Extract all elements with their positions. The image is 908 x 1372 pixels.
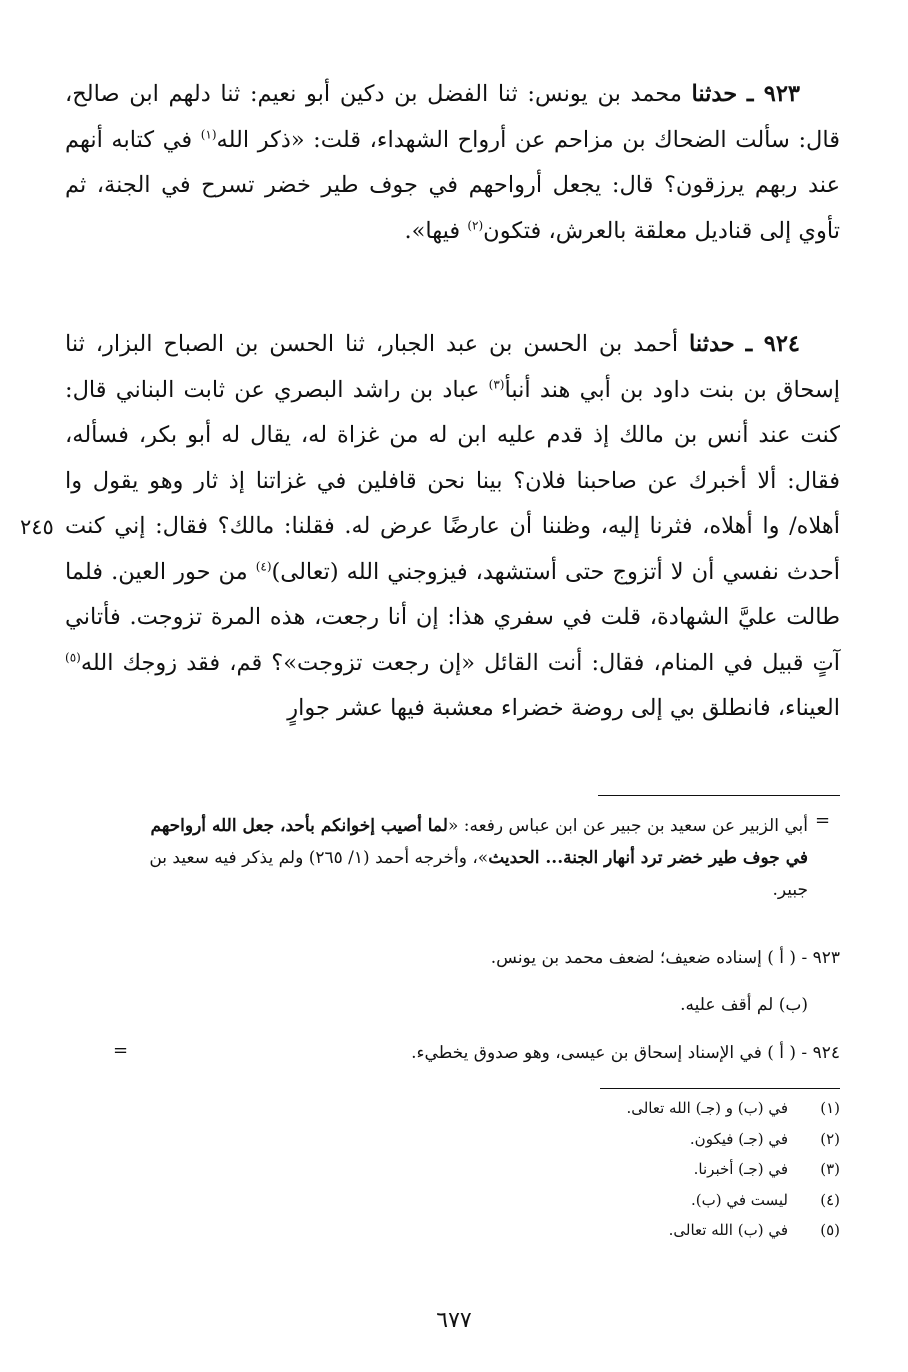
- paragraph-text: محمد بن يونس: ثنا الفضل بن دكين أبو نعيم: ثنا دلهم ابن صالح، قال: سألت الضحاك بن مزاحم عن أرواح الشهداء، قلت: «ذكر الله: [65, 81, 840, 153]
- footnote-ref: (٥): [65, 650, 81, 664]
- paragraph-text: من حور العين. فلما طالت عليَّ الشهادة، قلت في سفري هذا: إن أنا رجعت، هذه المرة تزوجت. فأتاني آتٍ قبيل في المنام، فقال: أنت القائل «إن رجعت تزوجت»؟ قم، فقد زوجك الله: [65, 558, 840, 676]
- footnote-ref: (١): [200, 127, 217, 141]
- footnote-item: [540, 1093, 840, 1124]
- footnote-number: (٣): [820, 1160, 840, 1178]
- footnote-text: في (ب) و (جـ) الله تعالى.: [626, 1099, 788, 1117]
- commentary-text: أبي الزبير عن سعيد بن جبير عن ابن عباس رفعه: «: [447, 816, 808, 836]
- footnote-number: (٥): [820, 1221, 840, 1239]
- footnote-item: [540, 1185, 840, 1216]
- commentary-924a: ٩٢٤ - ( أ ) في الإسناد إسحاق بن عيسى، وهو صدوق يخطيء.: [411, 1043, 840, 1063]
- footnote-number: (٤): [820, 1190, 840, 1209]
- footnote-text: في (جـ) أخبرنا.: [693, 1160, 788, 1178]
- paragraph-text: أحمد بن الحسن بن عبد الجبار، ثنا الحسن بن الصباح البزار، ثنا إسحاق بن بنت داود بن أبي هند أنبأ: [65, 331, 840, 403]
- footnote-ref: (٢): [467, 218, 484, 232]
- paragraph-text: في كتابه أنهم عند ربهم يرزقون؟ قال: يجعل أرواحهم في جوف طير خضر تسرح في الجنة، ثم تأوي إلى قناديل معلقة بالعرش، فتكون: [65, 126, 840, 244]
- lead-word: حدثنا: [689, 331, 735, 357]
- main-text: [65, 72, 840, 254]
- commentary-923-b: [130, 989, 808, 1021]
- footnote-text: في (ب) الله تعالى.: [668, 1221, 788, 1239]
- paragraph-text: العيناء، فانطلق بي إلى روضة خضراء معشبة فيها عشر جوارٍ: [287, 695, 840, 721]
- commentary-text: »، وأخرجه أحمد (١/ ٢٦٥) ولم يذكر فيه سعيد بن جبير.: [149, 848, 808, 900]
- footnote-number: (٢): [820, 1129, 840, 1148]
- footnote-item: [540, 1124, 840, 1155]
- footnote-ref: (٤): [255, 559, 272, 573]
- footnote-ref: (٣): [488, 377, 505, 391]
- hadith-number: ٩٢٤ ـ: [745, 331, 800, 357]
- continuation-mark: =: [815, 810, 831, 831]
- footnote-text: ليست في (ب).: [690, 1190, 788, 1209]
- hadith-number: ٩٢٣ ـ: [746, 81, 800, 107]
- commentary-923a: ٩٢٣ - ( أ ) إسناده ضعيف؛ لضعف محمد بن يونس.: [490, 948, 840, 968]
- notes-separator: [598, 795, 840, 796]
- paragraph-text: فيها».: [404, 217, 468, 244]
- footnote-text: في (جـ) فيكون.: [689, 1129, 788, 1148]
- commentary-923b: (ب) لم أقف عليه.: [680, 995, 808, 1015]
- commentary-923: [130, 942, 840, 974]
- footnotes-list: [540, 1093, 840, 1246]
- commentary-924: [130, 1037, 840, 1069]
- page-number: ٦٧٧: [436, 1308, 472, 1333]
- commentary-bold: لما أصيب إخوانكم بأحد، جعل الله أرواحهم في جوف طير خضر ترد أنهار الجنة... الحديث: [150, 816, 808, 868]
- paragraph-text: عباد بن راشد البصري عن ثابت البناني قال: كنت عند أنس بن مالك إذ قدم عليه ابن له من غزاة له، يقال له أبو بكر، فسأله، فقال: ألا أخبرك عن صاحبنا فلان؟ بينا نحن قافلين في غزاتنا إذ ثار وهو يقول وا أهلاه/ وا أهلاه، فثرنا إليه، وظننا أن عارضًا عرض له. فقلنا: مالك؟ فقال: إني كنت أحدث نفسي أن لا أتزوج حتى أستشهد، فيزوجني الله (تعالى): [65, 376, 840, 585]
- paragraph-924: [65, 322, 840, 732]
- footnote-item: [540, 1154, 840, 1185]
- commentary-continuation: [130, 810, 808, 906]
- paragraph-923: [65, 72, 840, 254]
- margin-page-number: ٢٤٥: [20, 515, 54, 539]
- footnote-number: (١): [820, 1099, 840, 1117]
- main-text: [65, 322, 840, 732]
- lead-word: حدثنا: [691, 81, 738, 107]
- footnote-item: [540, 1215, 840, 1246]
- continuation-mark: =: [113, 1040, 129, 1061]
- footnotes-separator: [600, 1088, 840, 1089]
